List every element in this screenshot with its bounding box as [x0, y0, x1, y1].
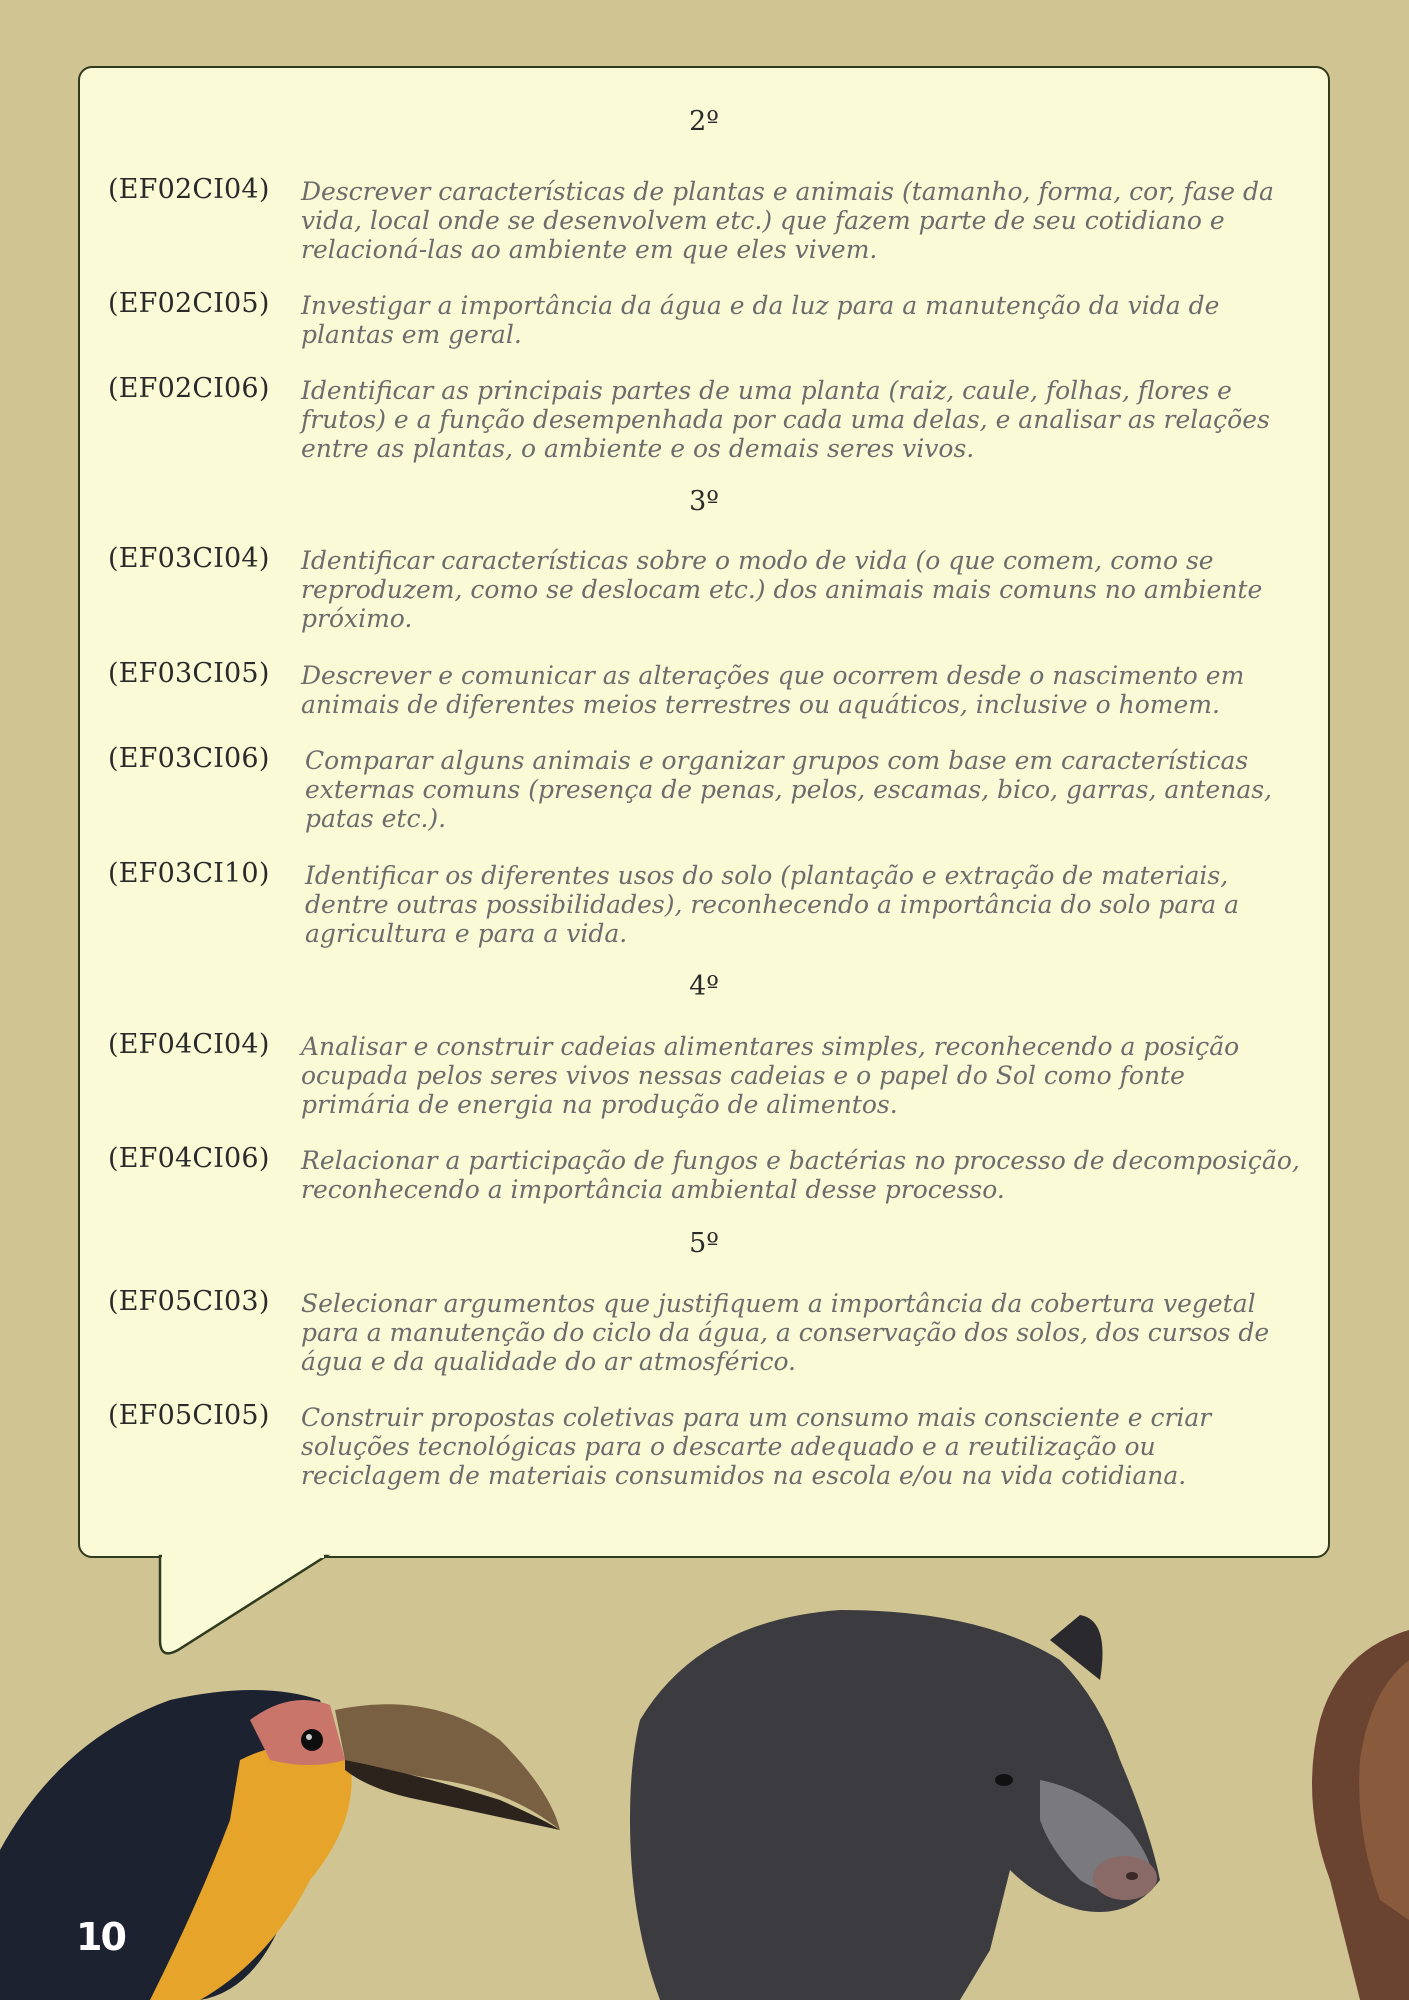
capybara-illustration	[1312, 1630, 1409, 2000]
skill-code: (EF03CI06)	[108, 743, 270, 774]
skill-description: Construir propostas coletivas para um consumo mais consciente e criar soluções tecnológicas para o descarte adequado e a reutilização ou reciclagem de materiais consumidos na escola e/ou na vida cotidiana.	[301, 1403, 1212, 1490]
skill-description: Descrever características de plantas e animais (tamanho, forma, cor, fase da vida, local onde se desenvolvem etc.) que fazem parte de seu cotidiano e relacioná-las ao ambiente em que eles vivem.	[301, 177, 1274, 264]
skill-code: (EF05CI03)	[108, 1286, 270, 1317]
grade-heading-3: 3º	[689, 486, 719, 517]
grade-heading-2: 2º	[689, 106, 719, 137]
skill-description: Descrever e comunicar as alterações que ocorrem desde o nascimento em animais de diferentes meios terrestres ou aquáticos, inclusive o homem.	[301, 661, 1245, 719]
grade-heading-4: 4º	[689, 971, 719, 1002]
skill-code: (EF02CI06)	[108, 373, 270, 404]
skill-code: (EF04CI06)	[108, 1143, 270, 1174]
skill-description: Investigar a importância da água e da luz para a manutenção da vida de plantas em geral.	[301, 291, 1220, 349]
skill-code: (EF02CI04)	[108, 174, 270, 205]
skill-description: Comparar alguns animais e organizar grupos com base em características externas comuns (presença de penas, pelos, escamas, bico, garras, antenas, patas etc.).	[305, 746, 1273, 833]
skill-description: Selecionar argumentos que justifiquem a importância da cobertura vegetal para a manutenção do ciclo da água, a conservação dos solos, dos cursos de água e da qualidade do ar atmosférico.	[301, 1289, 1270, 1376]
grade-heading-5: 5º	[689, 1228, 719, 1259]
skill-code: (EF04CI04)	[108, 1029, 270, 1060]
skill-code: (EF05CI05)	[108, 1400, 270, 1431]
skill-description: Relacionar a participação de fungos e bactérias no processo de decomposição, reconhecendo a importância ambiental desse processo.	[301, 1146, 1300, 1204]
skill-description: Identificar características sobre o modo de vida (o que comem, como se reproduzem, como se deslocam etc.) dos animais mais comuns no ambiente próximo.	[301, 546, 1263, 633]
skill-description: Identificar os diferentes usos do solo (plantação e extração de materiais, dentre outras possibilidades), reconhecendo a importância do solo para a agricultura e para a vida.	[305, 861, 1239, 948]
skill-code: (EF02CI05)	[108, 288, 270, 319]
skill-code: (EF03CI05)	[108, 658, 270, 689]
skill-description: Analisar e construir cadeias alimentares simples, reconhecendo a posição ocupada pelos seres vivos nessas cadeias e o papel do Sol como fonte primária de energia na produção de alimentos.	[301, 1032, 1240, 1119]
skill-code: (EF03CI04)	[108, 543, 270, 574]
peccary-illustration	[630, 1610, 1160, 2000]
skill-code: (EF03CI10)	[108, 858, 270, 889]
page-number: 10	[76, 1915, 125, 1959]
skill-description: Identificar as principais partes de uma planta (raiz, caule, folhas, flores e frutos) e a função desempenhada por cada uma delas, e analisar as relações entre as plantas, o ambiente e os demais seres vivos.	[301, 376, 1270, 463]
animal-illustrations	[0, 1560, 1409, 2000]
